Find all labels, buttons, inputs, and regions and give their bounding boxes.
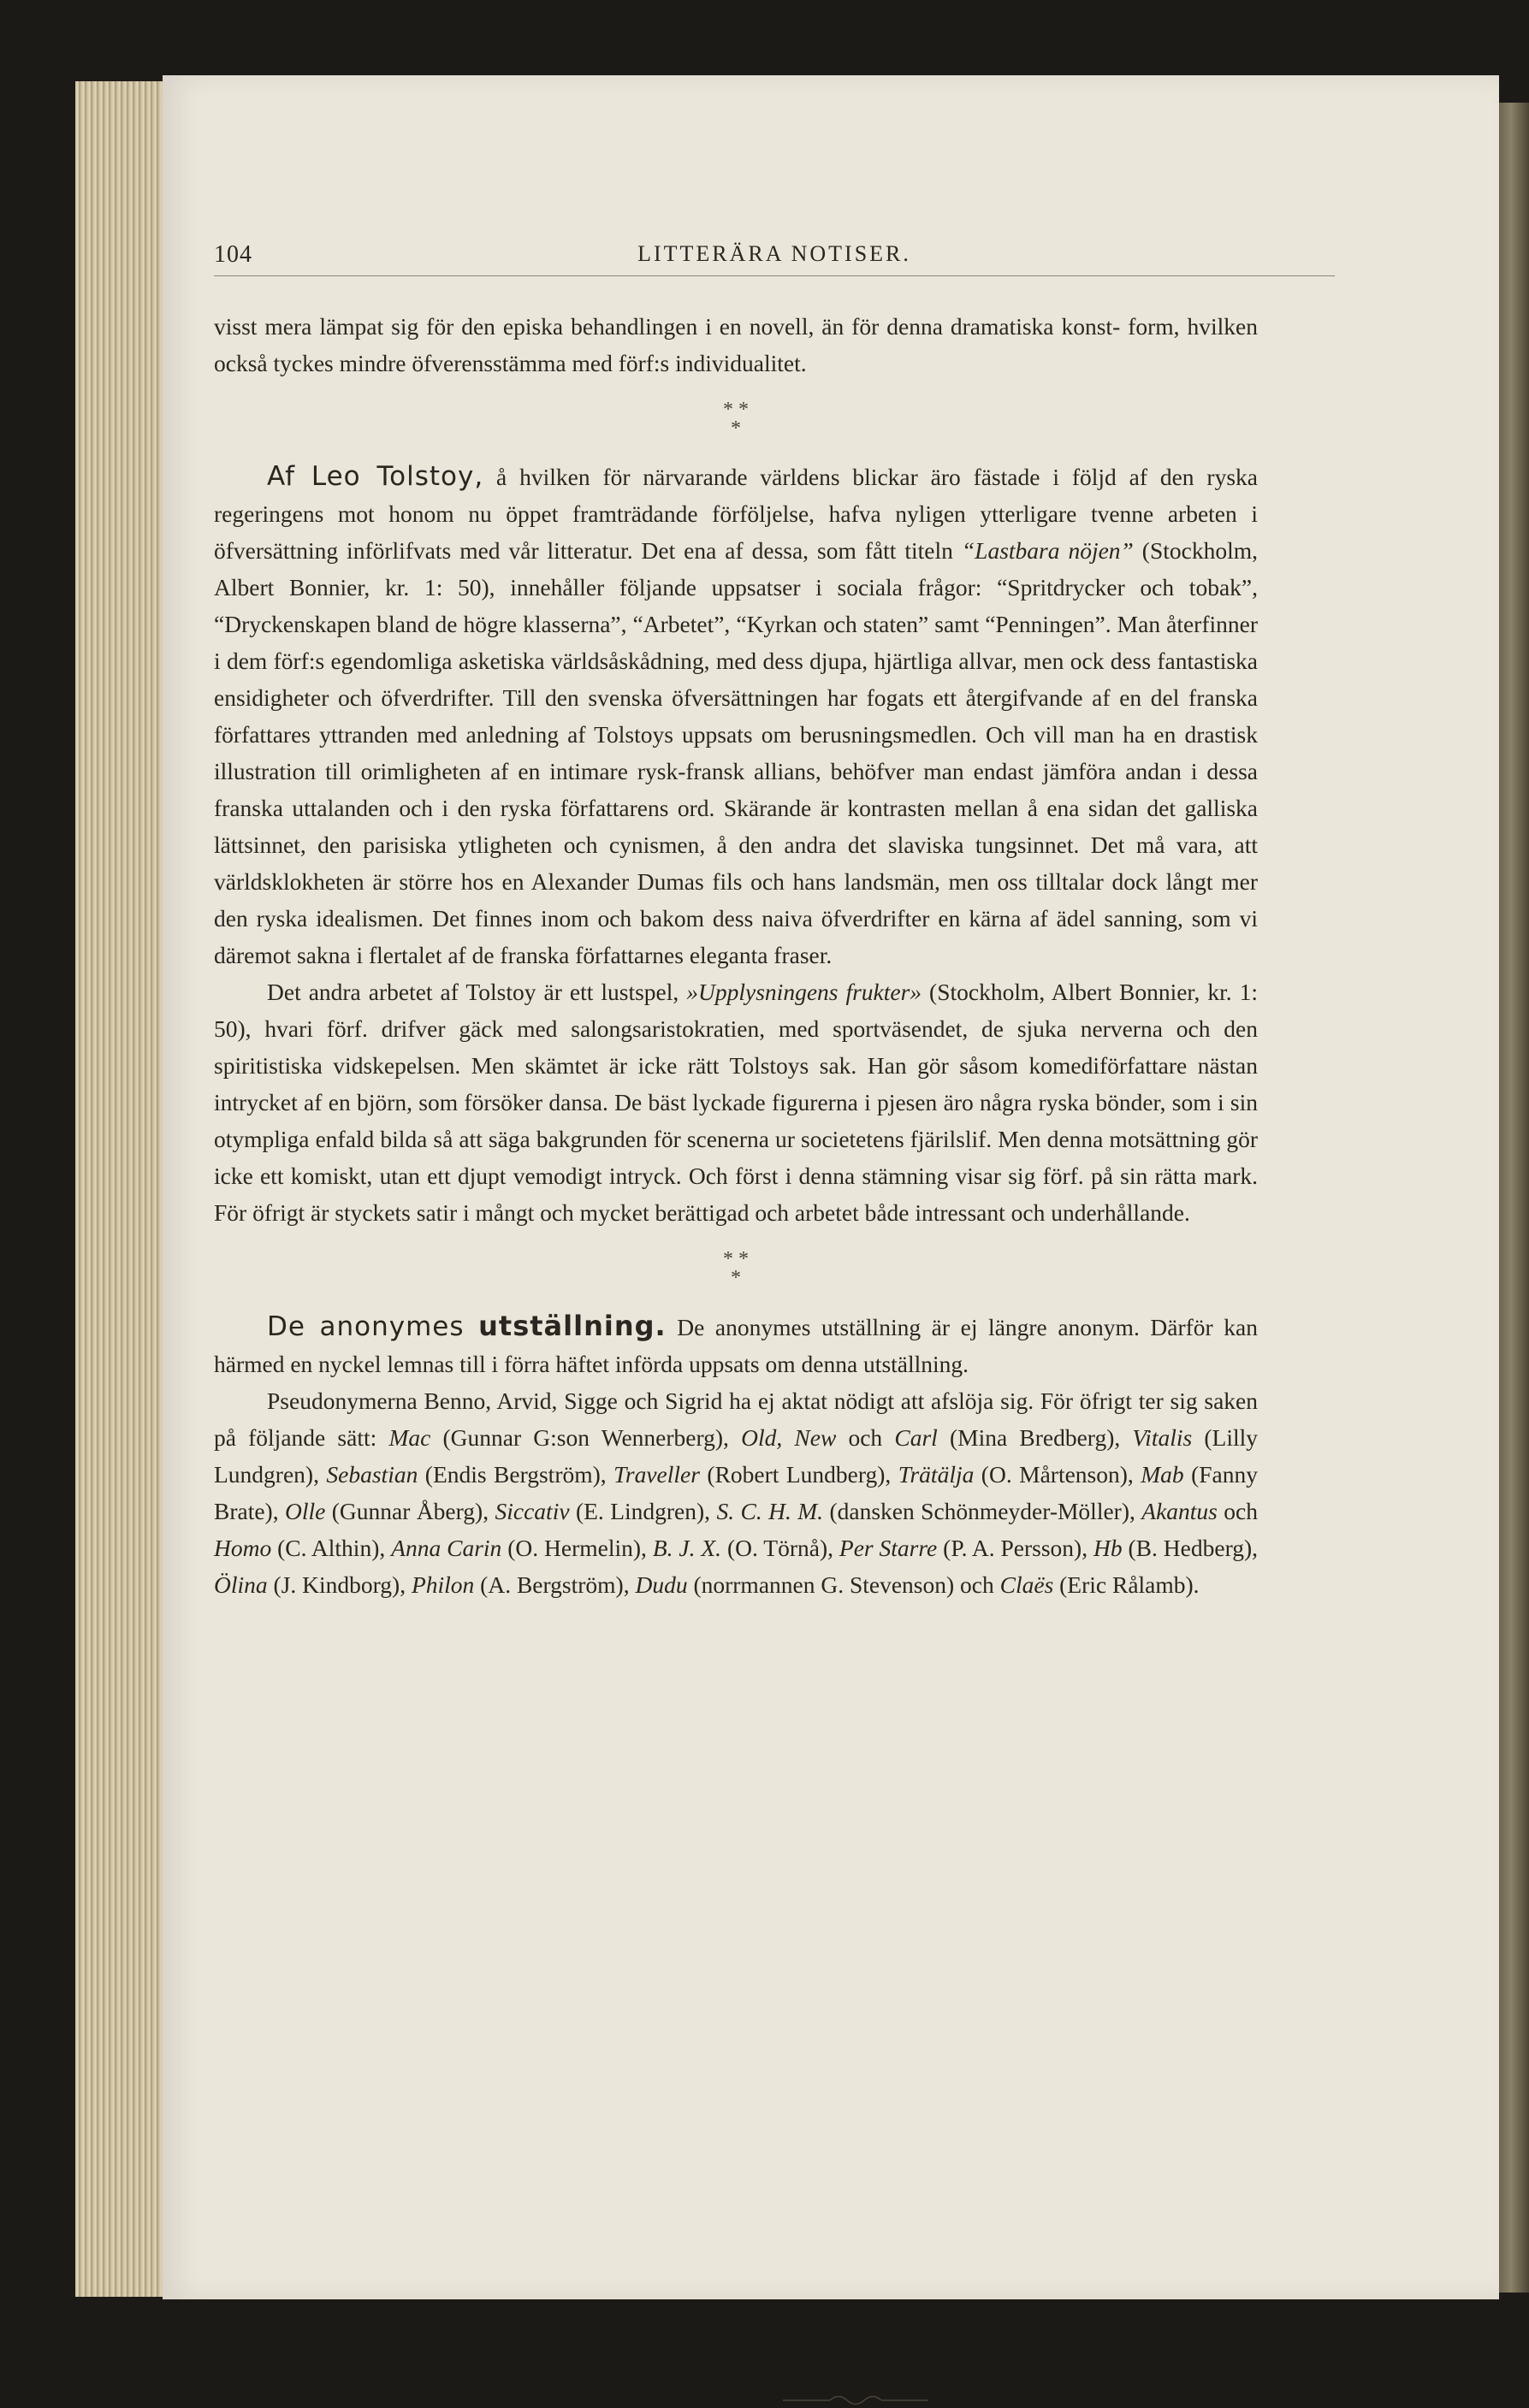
pseudonym-real-name: (O. Hermelin), <box>501 1535 653 1561</box>
text-span: De anonymes utställning är ej längre anonym. Därför kan härmed en nyckel lemnas till i förra häftet införda uppsats om denna utställning. <box>214 1314 1258 1377</box>
pseudonym-alias: Old, New <box>741 1424 837 1451</box>
pseudonym-alias: Trätälja <box>898 1461 975 1488</box>
pseudonym-alias: Homo <box>214 1535 272 1561</box>
section-divider-stars <box>214 1250 1258 1287</box>
pseudonym-real-name: och <box>836 1424 895 1451</box>
running-title: LITTERÄRA NOTISER. <box>637 241 911 266</box>
stars-top: * * <box>723 1248 749 1270</box>
pseudonym-alias: Akantus <box>1141 1498 1218 1524</box>
pseudonym-alias: Anna Carin <box>391 1535 502 1561</box>
pseudonym-real-name: (O. Mårtenson), <box>974 1461 1141 1488</box>
pseudonym-real-name: (dansken Schönmeyder-Möller), <box>823 1498 1142 1524</box>
tolstoy-paragraph-2 <box>214 973 1258 1231</box>
pseudonym-alias: Mac <box>388 1424 431 1451</box>
book-cover-edge <box>1499 103 1529 2293</box>
pseudonym-alias: Per Starre <box>839 1535 938 1561</box>
pseudonym-alias: Dudu <box>635 1571 688 1598</box>
pseudonym-real-name: (O. Törnå), <box>721 1535 839 1561</box>
pseudonym-alias: Vitalis <box>1132 1424 1193 1451</box>
section-heading-anonymes-bold: utställning. <box>478 1310 667 1342</box>
page-text <box>214 308 1258 1603</box>
text-span: å hvilken för närvarande världens blickar äro fästade i följd af den ryska regeringens mot honom nu öppet framträdande förföljelse, hafva nyligen ytterligare tvenne arbeten i öfversättning införlifvats med vår litteratur. Det ena af dessa, som fått titeln <box>214 464 1258 564</box>
text-line: visst mera lämpat sig för den episka behandlingen i en novell, än för denna dramatiska konst- <box>214 313 1121 340</box>
pseudonym-alias: Claës <box>999 1571 1054 1598</box>
play-title: »Upplysningens frukter» <box>686 979 922 1005</box>
pseudonym-real-name: (Gunnar Åberg), <box>325 1498 495 1524</box>
pseudonym-real-name: (C. Althin), <box>271 1535 392 1561</box>
pseudonym-real-name: (P. A. Persson), <box>937 1535 1093 1561</box>
pseudonym-real-name: och <box>1217 1498 1258 1524</box>
pseudonym-real-name: (A. Bergström), <box>474 1571 636 1598</box>
section-heading-tolstoy: Af Leo Tolstoy, <box>267 461 484 492</box>
text-span: (Stockholm, Albert Bonnier, kr. 1: 50), hvari förf. drifver gäck med salongsaristokratien, med sportväsendet, de sjuka nerverna och den spiritistiska vidskepelsen. Men skämtet är icke rätt Tolstoys sak. Han gör såsom komediförfattare nästan intrycket af en björn, som försöker dansa. De bäst lyckade figurerna i pjesen äro några ryska bönder, som i sin otympliga enfald bilda så att säga bakgrunden för scenerna ur societetens fjärilslif. Men denna motsättning gör icke ett komiskt, utan ett djupt vemodigt intryck. Och först i denna stämning visar sig förf. på sin rätta mark. För öfrigt är styckets satir i mångt och mycket berättigad och arbetet både intressant och underhållande. <box>214 979 1258 1226</box>
pseudonym-alias: Mab <box>1141 1461 1184 1488</box>
text-span: Pseudonymerna Benno, Arvid, Sigge och Sigrid ha ej aktat nödigt att afslöja sig. För öfrigt ter sig saken på följande sätt: <box>214 1387 1258 1451</box>
pseudonym-real-name: (Fanny Brate), <box>214 1461 1258 1524</box>
pseudonym-alias: Sebastian <box>326 1461 418 1488</box>
end-ornament <box>783 2391 928 2408</box>
pseudonym-real-name: (Robert Lundberg), <box>699 1461 898 1488</box>
pseudonym-real-name: (Mina Bredberg), <box>937 1424 1133 1451</box>
pseudonym-alias: Carl <box>894 1424 938 1451</box>
pseudonym-real-name: (Lilly Lundgren), <box>214 1424 1259 1488</box>
pseudonym-alias: Hb <box>1093 1535 1123 1561</box>
pseudonym-alias: Olle <box>285 1498 326 1524</box>
page-number: 104 <box>214 241 252 268</box>
pseudonym-alias: S. C. H. M. <box>716 1498 824 1524</box>
text-span: Det andra arbetet af Tolstoy är ett lustspel, <box>267 979 687 1005</box>
section-divider-stars <box>214 400 1258 438</box>
pseudonym-alias: Siccativ <box>495 1498 570 1524</box>
pseudonym-alias: Ölina <box>214 1571 268 1598</box>
pseudonym-real-name: (Endis Bergström), <box>418 1461 614 1488</box>
text-line: form, hvilken också tyckes mindre öfverensstämma med förf:s individualitet. <box>214 313 1258 376</box>
pseudonym-real-name: (B. Hedberg), <box>1122 1535 1259 1561</box>
pseudonym-real-name: (Gunnar G:son Wennerberg), <box>430 1424 742 1451</box>
stars-bottom: * <box>731 417 741 440</box>
section-heading-anonymes: De anonymes <box>267 1311 479 1342</box>
pseudonym-alias: B. J. X. <box>652 1535 722 1561</box>
book-title: “Lastbara nöjen” <box>961 537 1134 564</box>
pseudonym-alias: Traveller <box>613 1461 700 1488</box>
stars-bottom: * <box>731 1267 741 1289</box>
book-page-edges <box>75 81 169 2297</box>
pseudonym-real-name: (norrmannen G. Stevenson) och <box>687 1571 1000 1598</box>
stars-top: * * <box>723 399 749 421</box>
page-header <box>214 236 1335 276</box>
text-span: (Stockholm, Albert Bonnier, kr. 1: 50), innehåller följande uppsatser i sociala frågor: “Spritdrycker och tobak”, “Dryckenskapen bland de högre klasserna”, “Arbetet”, “Kyrkan och staten” samt “Penningen”. Man återfinner i dem förf:s egendomliga asketiska världsåskådning, med dess djupa, hjärtliga allvar, men ock dess fantastiska ensidigheter och öfverdrifter. Till den svenska öfversättningen har fogats ett återgifvande af en del franska författares yttranden med anledning af Tolstoys uppsats om berusningsmedlen. Och vill man ha en drastisk illustration till orimligheten af en intimare rysk-fransk allians, behöfver man endast jämföra andan i dessa franska uttalanden och i den ryska författarens ord. Skärande är kontrasten mellan å ena sidan det galliska lättsinnet, den parisiska ytligheten och cynismen, å den andra det slaviska tungsinnet. Det må vara, att världsklokheten är större hos en Alexander Dumas fils och hans landsmän, men oss tilltalar dock långt mer den ryska idealismen. Det finnes inom och bakom dess naiva öfverdrifter en kärna af ädel sanning, som vi däremot sakna i flertalet af de franska författarnes eleganta fraser. <box>214 537 1258 968</box>
pseudonym-real-name: (J. Kindborg), <box>267 1571 412 1598</box>
pseudonym-real-name: (E. Lindgren), <box>569 1498 717 1524</box>
pseudonym-real-name: (Eric Rålamb). <box>1053 1571 1200 1598</box>
paragraph-continuation <box>214 308 1258 382</box>
anonymes-paragraph-2 <box>214 1382 1258 1603</box>
tolstoy-paragraph-1 <box>214 459 1258 973</box>
pseudonym-alias: Philon <box>411 1571 475 1598</box>
anonymes-paragraph-1 <box>214 1308 1258 1382</box>
